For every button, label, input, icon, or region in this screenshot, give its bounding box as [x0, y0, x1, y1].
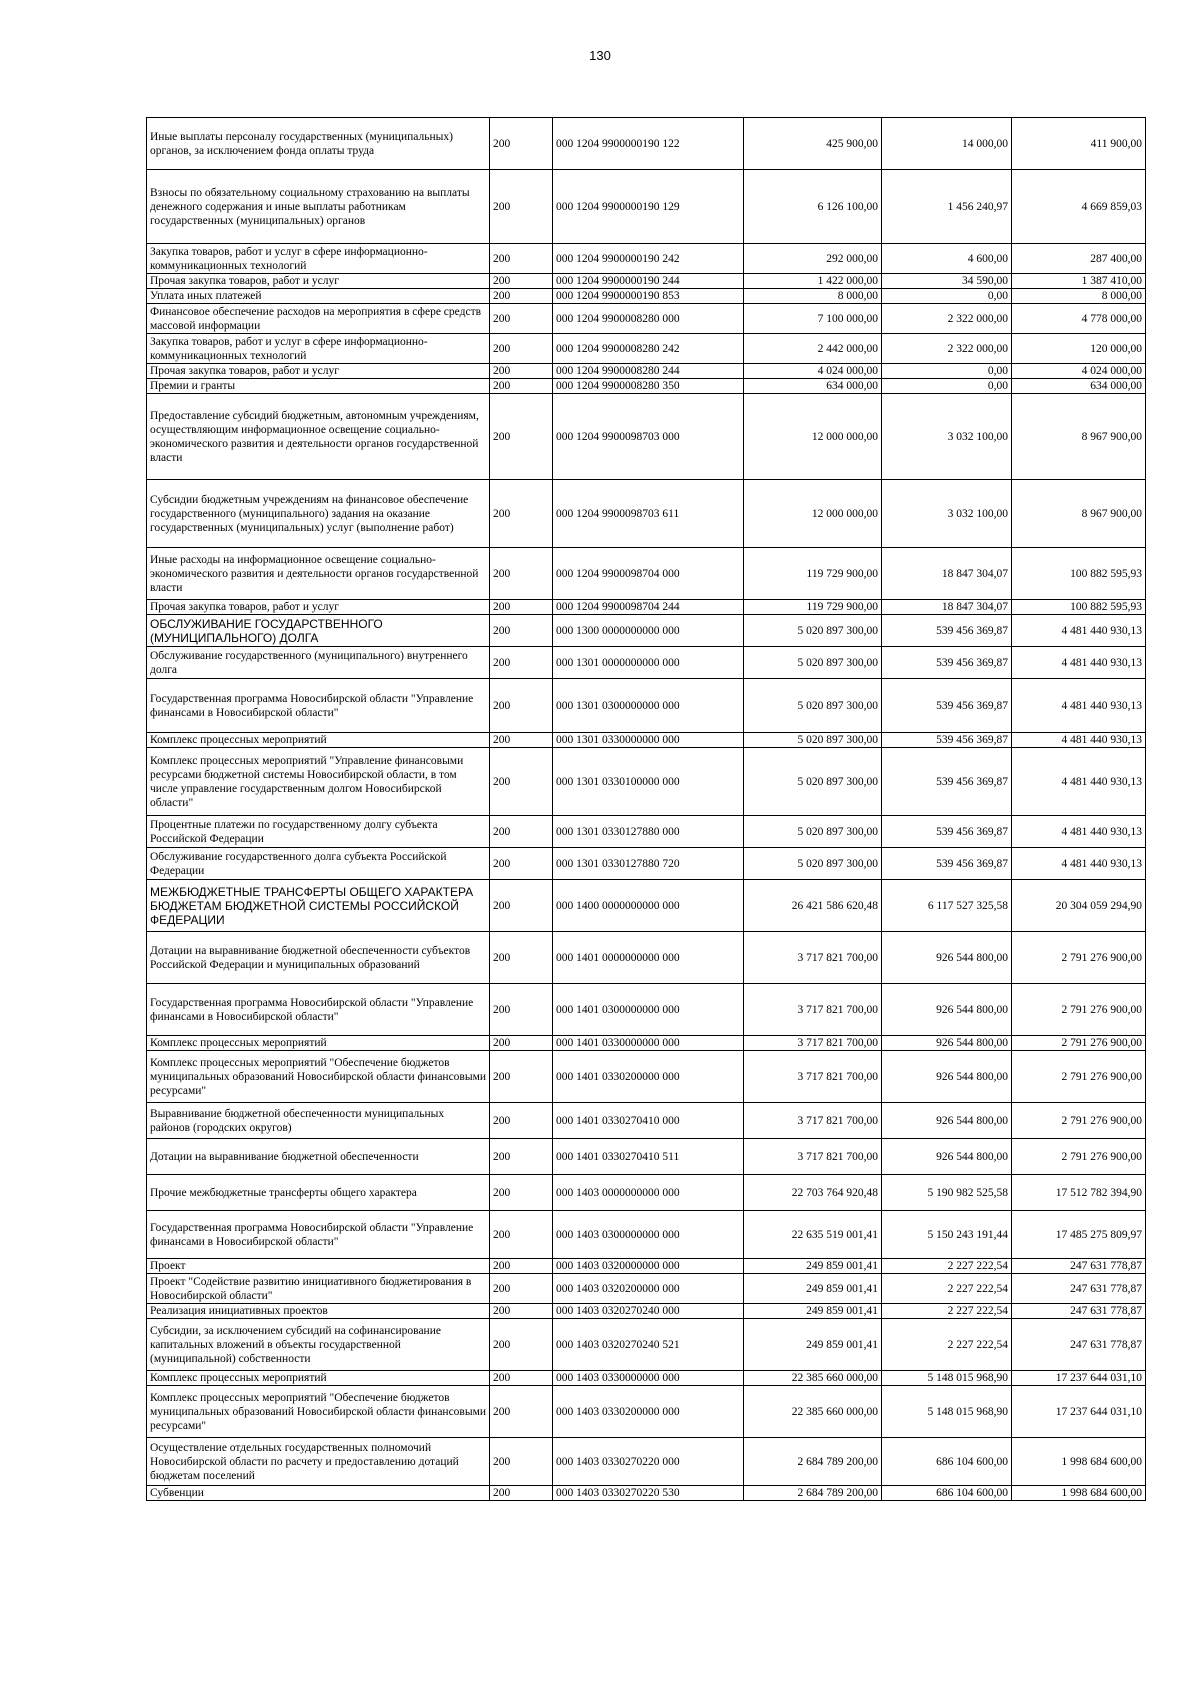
row-approved-amount-cell: 3 717 821 700,00	[744, 1051, 882, 1103]
row-unexecuted-amount-cell: 17 485 275 809,97	[1012, 1211, 1146, 1259]
row-code-cell: 200	[490, 289, 553, 304]
row-classification-code-cell: 000 1401 0330200000 000	[553, 1051, 744, 1103]
table-row	[147, 1304, 1146, 1319]
table-row	[147, 1371, 1146, 1386]
row-approved-amount-cell: 3 717 821 700,00	[744, 1139, 882, 1175]
row-classification-code-cell: 000 1301 0330100000 000	[553, 748, 744, 816]
row-unexecuted-amount-cell: 4 481 440 930,13	[1012, 733, 1146, 748]
row-approved-amount-cell: 249 859 001,41	[744, 1304, 882, 1319]
table-row	[147, 615, 1146, 647]
row-classification-code-cell: 000 1400 0000000000 000	[553, 880, 744, 932]
row-approved-amount-cell: 2 684 789 200,00	[744, 1438, 882, 1486]
row-name-cell: Предоставление субсидий бюджетным, автономным учреждениям, осуществляющим информационное освещение социально-экономического развития и деятельности органов государственной власти	[147, 394, 490, 480]
row-executed-amount-cell: 926 544 800,00	[882, 984, 1012, 1036]
row-code-cell: 200	[490, 1274, 553, 1304]
row-approved-amount-cell: 249 859 001,41	[744, 1319, 882, 1371]
row-executed-amount-cell: 539 456 369,87	[882, 733, 1012, 748]
row-approved-amount-cell: 119 729 900,00	[744, 548, 882, 600]
row-name-cell: Иные расходы на информационное освещение социально-экономического развития и деятельности органов государственной власти	[147, 548, 490, 600]
table-row	[147, 364, 1146, 379]
row-code-cell: 200	[490, 118, 553, 170]
row-unexecuted-amount-cell: 1 998 684 600,00	[1012, 1486, 1146, 1501]
row-executed-amount-cell: 18 847 304,07	[882, 548, 1012, 600]
row-name-cell: Проект "Содействие развитию инициативного бюджетирования в Новосибирской области"	[147, 1274, 490, 1304]
row-executed-amount-cell: 5 148 015 968,90	[882, 1386, 1012, 1438]
row-name-cell: Реализация инициативных проектов	[147, 1304, 490, 1319]
row-unexecuted-amount-cell: 17 512 782 394,90	[1012, 1175, 1146, 1211]
row-unexecuted-amount-cell: 4 778 000,00	[1012, 304, 1146, 334]
row-code-cell: 200	[490, 733, 553, 748]
row-code-cell: 200	[490, 816, 553, 848]
row-executed-amount-cell: 14 000,00	[882, 118, 1012, 170]
table-row	[147, 1051, 1146, 1103]
row-classification-code-cell: 000 1204 9900008280 244	[553, 364, 744, 379]
row-code-cell: 200	[490, 1319, 553, 1371]
row-approved-amount-cell: 1 422 000,00	[744, 274, 882, 289]
row-code-cell: 200	[490, 984, 553, 1036]
row-unexecuted-amount-cell: 100 882 595,93	[1012, 548, 1146, 600]
row-executed-amount-cell: 3 032 100,00	[882, 480, 1012, 548]
row-name-cell: Обслуживание государственного долга субъекта Российской Федерации	[147, 848, 490, 880]
row-classification-code-cell: 000 1204 9900098703 611	[553, 480, 744, 548]
table-row	[147, 647, 1146, 679]
row-classification-code-cell: 000 1403 0330200000 000	[553, 1386, 744, 1438]
row-classification-code-cell: 000 1401 0330000000 000	[553, 1036, 744, 1051]
row-approved-amount-cell: 249 859 001,41	[744, 1274, 882, 1304]
row-executed-amount-cell: 539 456 369,87	[882, 816, 1012, 848]
row-unexecuted-amount-cell: 8 967 900,00	[1012, 480, 1146, 548]
row-approved-amount-cell: 634 000,00	[744, 379, 882, 394]
row-code-cell: 200	[490, 548, 553, 600]
row-unexecuted-amount-cell: 247 631 778,87	[1012, 1319, 1146, 1371]
row-executed-amount-cell: 6 117 527 325,58	[882, 880, 1012, 932]
row-name-cell: Закупка товаров, работ и услуг в сфере информационно-коммуникационных технологий	[147, 244, 490, 274]
row-name-cell: Прочая закупка товаров, работ и услуг	[147, 600, 490, 615]
row-code-cell: 200	[490, 1051, 553, 1103]
row-unexecuted-amount-cell: 2 791 276 900,00	[1012, 1103, 1146, 1139]
row-approved-amount-cell: 7 100 000,00	[744, 304, 882, 334]
row-approved-amount-cell: 3 717 821 700,00	[744, 1103, 882, 1139]
table-row	[147, 1274, 1146, 1304]
row-unexecuted-amount-cell: 4 481 440 930,13	[1012, 748, 1146, 816]
row-approved-amount-cell: 119 729 900,00	[744, 600, 882, 615]
table-row	[147, 289, 1146, 304]
row-code-cell: 200	[490, 1139, 553, 1175]
row-code-cell: 200	[490, 848, 553, 880]
table-row	[147, 480, 1146, 548]
row-approved-amount-cell: 5 020 897 300,00	[744, 679, 882, 733]
table-row	[147, 1438, 1146, 1486]
row-classification-code-cell: 000 1204 9900000190 122	[553, 118, 744, 170]
row-approved-amount-cell: 3 717 821 700,00	[744, 984, 882, 1036]
row-executed-amount-cell: 539 456 369,87	[882, 848, 1012, 880]
row-code-cell: 200	[490, 932, 553, 984]
row-executed-amount-cell: 926 544 800,00	[882, 1051, 1012, 1103]
row-name-cell: Субсидии бюджетным учреждениям на финансовое обеспечение государственного (муниципального) задания на оказание государственных (муниципальных) услуг (выполнение работ)	[147, 480, 490, 548]
table-row	[147, 394, 1146, 480]
table-row	[147, 932, 1146, 984]
row-name-cell: Комплекс процессных мероприятий "Управление финансовыми ресурсами бюджетной системы Новосибирской области, в том числе управление государственным долгом Новосибирской области"	[147, 748, 490, 816]
table-row	[147, 334, 1146, 364]
table-row	[147, 1386, 1146, 1438]
table-row	[147, 170, 1146, 244]
row-name-cell: МЕЖБЮДЖЕТНЫЕ ТРАНСФЕРТЫ ОБЩЕГО ХАРАКТЕРА БЮДЖЕТАМ БЮДЖЕТНОЙ СИСТЕМЫ РОССИЙСКОЙ ФЕДЕРАЦИИ	[147, 880, 490, 932]
row-executed-amount-cell: 686 104 600,00	[882, 1438, 1012, 1486]
table-row	[147, 880, 1146, 932]
row-unexecuted-amount-cell: 247 631 778,87	[1012, 1304, 1146, 1319]
row-classification-code-cell: 000 1401 0330270410 000	[553, 1103, 744, 1139]
row-code-cell: 200	[490, 1486, 553, 1501]
row-code-cell: 200	[490, 1259, 553, 1274]
row-executed-amount-cell: 3 032 100,00	[882, 394, 1012, 480]
row-classification-code-cell: 000 1301 0330000000 000	[553, 733, 744, 748]
row-unexecuted-amount-cell: 4 481 440 930,13	[1012, 647, 1146, 679]
row-name-cell: Комплекс процессных мероприятий	[147, 1036, 490, 1051]
table-row	[147, 548, 1146, 600]
row-classification-code-cell: 000 1204 9900000190 129	[553, 170, 744, 244]
row-approved-amount-cell: 3 717 821 700,00	[744, 932, 882, 984]
row-name-cell: Комплекс процессных мероприятий "Обеспечение бюджетов муниципальных образований Новосибирской области финансовыми ресурсами"	[147, 1386, 490, 1438]
row-name-cell: Финансовое обеспечение расходов на мероприятия в сфере средств массовой информации	[147, 304, 490, 334]
row-name-cell: Прочая закупка товаров, работ и услуг	[147, 364, 490, 379]
row-unexecuted-amount-cell: 4 669 859,03	[1012, 170, 1146, 244]
row-classification-code-cell: 000 1204 9900098704 244	[553, 600, 744, 615]
table-row	[147, 1175, 1146, 1211]
table-row	[147, 748, 1146, 816]
row-code-cell: 200	[490, 1211, 553, 1259]
row-approved-amount-cell: 8 000,00	[744, 289, 882, 304]
row-unexecuted-amount-cell: 2 791 276 900,00	[1012, 1051, 1146, 1103]
row-executed-amount-cell: 0,00	[882, 364, 1012, 379]
row-code-cell: 200	[490, 1304, 553, 1319]
row-unexecuted-amount-cell: 4 481 440 930,13	[1012, 615, 1146, 647]
row-approved-amount-cell: 5 020 897 300,00	[744, 647, 882, 679]
row-executed-amount-cell: 539 456 369,87	[882, 615, 1012, 647]
row-unexecuted-amount-cell: 2 791 276 900,00	[1012, 1036, 1146, 1051]
row-approved-amount-cell: 5 020 897 300,00	[744, 848, 882, 880]
row-executed-amount-cell: 926 544 800,00	[882, 1139, 1012, 1175]
row-classification-code-cell: 000 1403 0300000000 000	[553, 1211, 744, 1259]
row-code-cell: 200	[490, 880, 553, 932]
row-unexecuted-amount-cell: 4 024 000,00	[1012, 364, 1146, 379]
table-row	[147, 1319, 1146, 1371]
row-code-cell: 200	[490, 244, 553, 274]
row-unexecuted-amount-cell: 4 481 440 930,13	[1012, 816, 1146, 848]
row-approved-amount-cell: 3 717 821 700,00	[744, 1036, 882, 1051]
row-unexecuted-amount-cell: 247 631 778,87	[1012, 1259, 1146, 1274]
row-code-cell: 200	[490, 647, 553, 679]
row-name-cell: Государственная программа Новосибирской области "Управление финансами в Новосибирской области"	[147, 1211, 490, 1259]
row-approved-amount-cell: 22 635 519 001,41	[744, 1211, 882, 1259]
row-executed-amount-cell: 539 456 369,87	[882, 748, 1012, 816]
row-classification-code-cell: 000 1204 9900098703 000	[553, 394, 744, 480]
row-executed-amount-cell: 539 456 369,87	[882, 679, 1012, 733]
row-executed-amount-cell: 5 150 243 191,44	[882, 1211, 1012, 1259]
row-approved-amount-cell: 249 859 001,41	[744, 1259, 882, 1274]
row-approved-amount-cell: 5 020 897 300,00	[744, 615, 882, 647]
row-name-cell: Прочие межбюджетные трансферты общего характера	[147, 1175, 490, 1211]
row-approved-amount-cell: 22 703 764 920,48	[744, 1175, 882, 1211]
row-approved-amount-cell: 2 442 000,00	[744, 334, 882, 364]
row-classification-code-cell: 000 1403 0330270220 530	[553, 1486, 744, 1501]
row-unexecuted-amount-cell: 2 791 276 900,00	[1012, 932, 1146, 984]
row-classification-code-cell: 000 1403 0330270220 000	[553, 1438, 744, 1486]
row-name-cell: Комплекс процессных мероприятий	[147, 733, 490, 748]
row-code-cell: 200	[490, 379, 553, 394]
table-row	[147, 274, 1146, 289]
page-number: 130	[589, 48, 611, 63]
row-approved-amount-cell: 292 000,00	[744, 244, 882, 274]
row-unexecuted-amount-cell: 247 631 778,87	[1012, 1274, 1146, 1304]
row-unexecuted-amount-cell: 8 000,00	[1012, 289, 1146, 304]
row-executed-amount-cell: 2 227 222,54	[882, 1274, 1012, 1304]
table-row	[147, 848, 1146, 880]
row-executed-amount-cell: 5 148 015 968,90	[882, 1371, 1012, 1386]
row-name-cell: Субвенции	[147, 1486, 490, 1501]
row-unexecuted-amount-cell: 1 998 684 600,00	[1012, 1438, 1146, 1486]
row-approved-amount-cell: 26 421 586 620,48	[744, 880, 882, 932]
row-approved-amount-cell: 5 020 897 300,00	[744, 816, 882, 848]
row-unexecuted-amount-cell: 17 237 644 031,10	[1012, 1371, 1146, 1386]
row-code-cell: 200	[490, 1175, 553, 1211]
table-row	[147, 816, 1146, 848]
row-executed-amount-cell: 926 544 800,00	[882, 1103, 1012, 1139]
row-executed-amount-cell: 686 104 600,00	[882, 1486, 1012, 1501]
row-code-cell: 200	[490, 1036, 553, 1051]
row-unexecuted-amount-cell: 411 900,00	[1012, 118, 1146, 170]
row-executed-amount-cell: 2 227 222,54	[882, 1319, 1012, 1371]
table-row	[147, 1259, 1146, 1274]
row-name-cell: Уплата иных платежей	[147, 289, 490, 304]
row-classification-code-cell: 000 1204 9900000190 242	[553, 244, 744, 274]
row-code-cell: 200	[490, 600, 553, 615]
table-row	[147, 1139, 1146, 1175]
row-executed-amount-cell: 2 227 222,54	[882, 1259, 1012, 1274]
row-unexecuted-amount-cell: 4 481 440 930,13	[1012, 848, 1146, 880]
row-executed-amount-cell: 18 847 304,07	[882, 600, 1012, 615]
row-classification-code-cell: 000 1204 9900000190 853	[553, 289, 744, 304]
row-classification-code-cell: 000 1401 0300000000 000	[553, 984, 744, 1036]
row-unexecuted-amount-cell: 1 387 410,00	[1012, 274, 1146, 289]
table-row	[147, 1103, 1146, 1139]
row-code-cell: 200	[490, 170, 553, 244]
row-executed-amount-cell: 0,00	[882, 379, 1012, 394]
row-approved-amount-cell: 12 000 000,00	[744, 480, 882, 548]
row-approved-amount-cell: 4 024 000,00	[744, 364, 882, 379]
row-unexecuted-amount-cell: 8 967 900,00	[1012, 394, 1146, 480]
row-classification-code-cell: 000 1401 0000000000 000	[553, 932, 744, 984]
row-code-cell: 200	[490, 480, 553, 548]
row-name-cell: Субсидии, за исключением субсидий на софинансирование капитальных вложений в объекты государственной (муниципальной) собственности	[147, 1319, 490, 1371]
table-row	[147, 600, 1146, 615]
row-name-cell: Иные выплаты персоналу государственных (муниципальных) органов, за исключением фонда оплаты труда	[147, 118, 490, 170]
table-row	[147, 379, 1146, 394]
row-code-cell: 200	[490, 1371, 553, 1386]
row-unexecuted-amount-cell: 2 791 276 900,00	[1012, 984, 1146, 1036]
table-row	[147, 244, 1146, 274]
row-classification-code-cell: 000 1204 9900008280 242	[553, 334, 744, 364]
row-name-cell: Комплекс процессных мероприятий	[147, 1371, 490, 1386]
row-approved-amount-cell: 12 000 000,00	[744, 394, 882, 480]
row-code-cell: 200	[490, 394, 553, 480]
row-classification-code-cell: 000 1301 0330127880 000	[553, 816, 744, 848]
row-approved-amount-cell: 2 684 789 200,00	[744, 1486, 882, 1501]
row-unexecuted-amount-cell: 4 481 440 930,13	[1012, 679, 1146, 733]
row-unexecuted-amount-cell: 120 000,00	[1012, 334, 1146, 364]
row-unexecuted-amount-cell: 17 237 644 031,10	[1012, 1386, 1146, 1438]
row-classification-code-cell: 000 1403 0330000000 000	[553, 1371, 744, 1386]
row-name-cell: Обслуживание государственного (муниципального) внутреннего долга	[147, 647, 490, 679]
row-executed-amount-cell: 5 190 982 525,58	[882, 1175, 1012, 1211]
row-name-cell: Закупка товаров, работ и услуг в сфере информационно-коммуникационных технологий	[147, 334, 490, 364]
row-name-cell: ОБСЛУЖИВАНИЕ ГОСУДАРСТВЕННОГО (МУНИЦИПАЛЬНОГО) ДОЛГА	[147, 615, 490, 647]
row-classification-code-cell: 000 1300 0000000000 000	[553, 615, 744, 647]
row-executed-amount-cell: 539 456 369,87	[882, 647, 1012, 679]
row-name-cell: Осуществление отдельных государственных полномочий Новосибирской области по расчету и предоставлению дотаций бюджетам поселений	[147, 1438, 490, 1486]
row-executed-amount-cell: 0,00	[882, 289, 1012, 304]
row-code-cell: 200	[490, 748, 553, 816]
table-row	[147, 118, 1146, 170]
row-code-cell: 200	[490, 1386, 553, 1438]
row-code-cell: 200	[490, 364, 553, 379]
table-row	[147, 733, 1146, 748]
table-row	[147, 1486, 1146, 1501]
row-name-cell: Государственная программа Новосибирской области "Управление финансами в Новосибирской области"	[147, 679, 490, 733]
row-classification-code-cell: 000 1403 0320270240 000	[553, 1304, 744, 1319]
row-approved-amount-cell: 5 020 897 300,00	[744, 748, 882, 816]
row-name-cell: Дотации на выравнивание бюджетной обеспеченности субъектов Российской Федерации и муниципальных образований	[147, 932, 490, 984]
row-code-cell: 200	[490, 304, 553, 334]
table-row	[147, 1036, 1146, 1051]
row-name-cell: Премии и гранты	[147, 379, 490, 394]
row-executed-amount-cell: 2 322 000,00	[882, 304, 1012, 334]
row-classification-code-cell: 000 1204 9900098704 000	[553, 548, 744, 600]
row-name-cell: Комплекс процессных мероприятий "Обеспечение бюджетов муниципальных образований Новосибирской области финансовыми ресурсами"	[147, 1051, 490, 1103]
row-code-cell: 200	[490, 1438, 553, 1486]
table-row	[147, 1211, 1146, 1259]
row-executed-amount-cell: 34 590,00	[882, 274, 1012, 289]
row-approved-amount-cell: 22 385 660 000,00	[744, 1371, 882, 1386]
row-approved-amount-cell: 5 020 897 300,00	[744, 733, 882, 748]
row-executed-amount-cell: 2 227 222,54	[882, 1304, 1012, 1319]
row-name-cell: Взносы по обязательному социальному страхованию на выплаты денежного содержания и иные выплаты работникам государственных (муниципальных) органов	[147, 170, 490, 244]
row-classification-code-cell: 000 1204 9900008280 350	[553, 379, 744, 394]
row-code-cell: 200	[490, 679, 553, 733]
row-classification-code-cell: 000 1204 9900000190 244	[553, 274, 744, 289]
row-name-cell: Проект	[147, 1259, 490, 1274]
budget-execution-table	[146, 117, 1146, 1501]
row-code-cell: 200	[490, 334, 553, 364]
row-classification-code-cell: 000 1403 0320270240 521	[553, 1319, 744, 1371]
row-classification-code-cell: 000 1301 0330127880 720	[553, 848, 744, 880]
table-row	[147, 304, 1146, 334]
table-row	[147, 984, 1146, 1036]
row-name-cell: Процентные платежи по государственному долгу субъекта Российской Федерации	[147, 816, 490, 848]
row-name-cell: Прочая закупка товаров, работ и услуг	[147, 274, 490, 289]
row-code-cell: 200	[490, 274, 553, 289]
row-classification-code-cell: 000 1403 0320200000 000	[553, 1274, 744, 1304]
row-name-cell: Выравнивание бюджетной обеспеченности муниципальных районов (городских округов)	[147, 1103, 490, 1139]
row-executed-amount-cell: 926 544 800,00	[882, 932, 1012, 984]
row-executed-amount-cell: 926 544 800,00	[882, 1036, 1012, 1051]
row-name-cell: Государственная программа Новосибирской области "Управление финансами в Новосибирской области"	[147, 984, 490, 1036]
row-unexecuted-amount-cell: 100 882 595,93	[1012, 600, 1146, 615]
row-unexecuted-amount-cell: 20 304 059 294,90	[1012, 880, 1146, 932]
row-code-cell: 200	[490, 615, 553, 647]
row-classification-code-cell: 000 1301 0300000000 000	[553, 679, 744, 733]
table-row	[147, 679, 1146, 733]
row-unexecuted-amount-cell: 2 791 276 900,00	[1012, 1139, 1146, 1175]
row-unexecuted-amount-cell: 634 000,00	[1012, 379, 1146, 394]
row-approved-amount-cell: 425 900,00	[744, 118, 882, 170]
row-executed-amount-cell: 4 600,00	[882, 244, 1012, 274]
row-code-cell: 200	[490, 1103, 553, 1139]
row-classification-code-cell: 000 1204 9900008280 000	[553, 304, 744, 334]
row-classification-code-cell: 000 1403 0000000000 000	[553, 1175, 744, 1211]
row-approved-amount-cell: 6 126 100,00	[744, 170, 882, 244]
row-name-cell: Дотации на выравнивание бюджетной обеспеченности	[147, 1139, 490, 1175]
row-approved-amount-cell: 22 385 660 000,00	[744, 1386, 882, 1438]
row-classification-code-cell: 000 1403 0320000000 000	[553, 1259, 744, 1274]
row-classification-code-cell: 000 1401 0330270410 511	[553, 1139, 744, 1175]
row-unexecuted-amount-cell: 287 400,00	[1012, 244, 1146, 274]
row-classification-code-cell: 000 1301 0000000000 000	[553, 647, 744, 679]
row-executed-amount-cell: 1 456 240,97	[882, 170, 1012, 244]
row-executed-amount-cell: 2 322 000,00	[882, 334, 1012, 364]
